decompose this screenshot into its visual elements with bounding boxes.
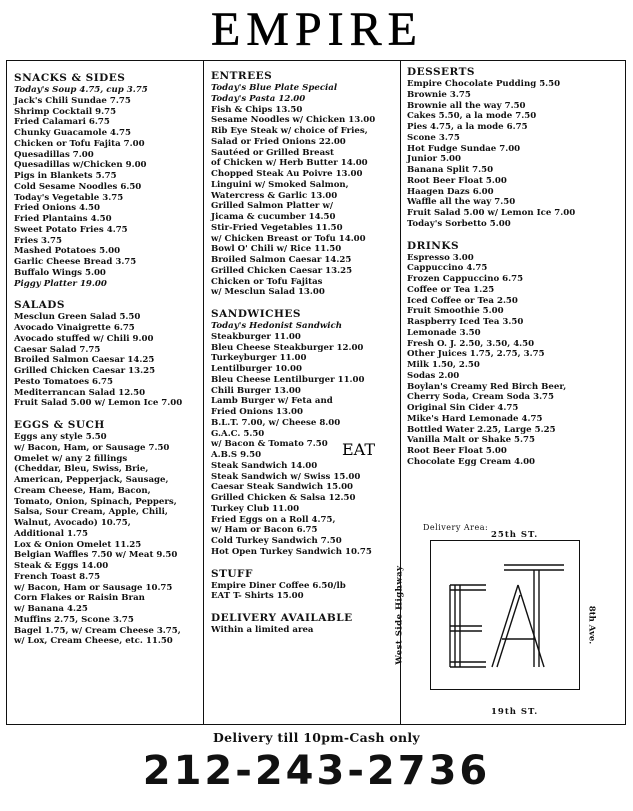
menu-item: Today's Hedonist Sandwich <box>211 321 342 331</box>
section-heading: SNACKS & SIDES <box>14 72 126 84</box>
menu-item: Raspberry Iced Tea 3.50 <box>407 317 524 327</box>
menu-item: Cakes 5.50, a la mode 7.50 <box>407 111 537 122</box>
menu-item: Today's Pasta 12.00 <box>211 93 306 104</box>
menu-item: Eggs any style 5.50 <box>14 432 107 442</box>
menu-item: Turkey Club 11.00 <box>211 503 300 514</box>
menu-item: Caesar Salad 7.75 <box>14 344 101 355</box>
menu-item: Shrimp Cocktail 9.75 <box>14 106 117 117</box>
menu-item: Within a limited area <box>211 625 314 635</box>
section-gap <box>14 409 200 419</box>
menu-item: Bleu Cheese Lentilburger 11.00 <box>211 374 365 385</box>
menu-item: Salad or Fried Onions 22.00 <box>211 136 346 147</box>
menu-item: (Cheddar, Bleu, Swiss, Brie, <box>14 464 149 475</box>
menu-item: Today's Vegetable 3.75 <box>14 192 124 203</box>
section-heading: SANDWICHES <box>211 308 301 320</box>
section-heading: DRINKS <box>407 239 460 252</box>
menu-item: Frozen Cappuccino 6.75 <box>407 274 524 284</box>
menu-item: Pies 4.75, a la mode 6.75 <box>407 122 528 132</box>
section-gap <box>211 602 397 612</box>
menu-item: Other Juices 1.75, 2.75, 3.75 <box>407 349 545 360</box>
menu-item: Tomato, Onion, Spinach, Peppers, <box>14 496 177 507</box>
menu-item: Linguini w/ Smoked Salmon, <box>211 179 349 190</box>
menu-item: Espresso 3.00 <box>407 252 474 263</box>
menu-item: Pesto Tomatoes 6.75 <box>14 376 113 387</box>
street-25th-label: 25th ST. <box>491 530 539 540</box>
west-side-highway-label: West Side Highway <box>394 565 405 665</box>
menu-item: Scone 3.75 <box>407 132 460 143</box>
menu-item: EAT T- Shirts 15.00 <box>211 591 304 602</box>
menu-item: B.L.T. 7.00, w/ Cheese 8.00 <box>211 417 341 428</box>
menu-item: Coffee or Tea 1.25 <box>407 284 495 295</box>
menu-item: Grilled Chicken Caesar 13.25 <box>211 265 353 276</box>
menu-item: Fried Plantains 4.50 <box>14 214 112 224</box>
menu-item: Caesar Steak Sandwich 15.00 <box>211 482 354 493</box>
menu-item: Junior 5.00 <box>407 154 462 165</box>
menu-item: Mashed Potatoes 5.00 <box>14 246 121 257</box>
menu-item: Fried Eggs on a Roll 4.75, <box>211 514 336 525</box>
menu-item: Lemonade 3.50 <box>407 327 481 338</box>
menu-item: Iced Coffee or Tea 2.50 <box>407 295 518 306</box>
menu-item: Haagen Dazs 6.00 <box>407 186 494 197</box>
menu-item: w/ Bacon, Ham or Sausage 10.75 <box>14 582 173 593</box>
menu-item: Banana Split 7.50 <box>407 165 494 175</box>
delivery-note: Delivery till 10pm-Cash only <box>213 730 420 745</box>
menu-item: Sweet Potato Fries 4.75 <box>14 224 128 235</box>
menu-item: w/ Chicken Breast or Tofu 14.00 <box>211 233 366 244</box>
menu-item: Grilled Chicken Caesar 13.25 <box>14 366 156 376</box>
menu-item: Grilled Chicken & Salsa 12.50 <box>211 493 356 503</box>
menu-item: Additional 1.75 <box>14 528 88 539</box>
street-19th-label: 19th ST. <box>491 707 539 717</box>
section-heading: ENTREES <box>211 70 273 82</box>
menu-item: Fruit Smoothie 5.00 <box>407 306 504 317</box>
menu-column-left <box>14 72 200 647</box>
menu-item: Fried Onions 13.00 <box>211 407 303 417</box>
menu-item: Jack's Chili Sundae 7.75 <box>14 95 131 106</box>
menu-item: Fruit Salad 5.00 w/ Lemon Ice 7.00 <box>407 208 576 218</box>
menu-item: Empire Diner Coffee 6.50/lb <box>211 580 346 591</box>
menu-item: Steakburger 11.00 <box>211 331 301 342</box>
menu-item: Avocado Vinaigrette 6.75 <box>14 323 135 333</box>
section-gap <box>211 558 397 568</box>
section-gap <box>407 230 622 240</box>
menu-item: Lentilburger 10.00 <box>211 364 302 374</box>
menu-item: Cream Cheese, Ham, Bacon, <box>14 485 151 496</box>
menu-item: Chili Burger 13.00 <box>211 385 301 396</box>
menu-item: Chicken or Tofu Fajita 7.00 <box>14 138 145 149</box>
menu-item: Chocolate Egg Cream 4.00 <box>407 456 536 467</box>
phone-number: 212-243-2736 <box>142 748 491 794</box>
delivery-area-label: Delivery Area: <box>423 523 489 532</box>
menu-item: Cherry Soda, Cream Soda 3.75 <box>407 392 555 403</box>
menu-item: Salsa, Sour Cream, Apple, Chili, <box>14 507 168 518</box>
menu-item: Original Sin Cider 4.75 <box>407 403 519 413</box>
menu-item: Brownie 3.75 <box>407 89 471 100</box>
menu-item: Watercress & Garlic 13.00 <box>211 190 338 201</box>
menu-item: Walnut, Avocado) 10.75, <box>14 518 131 528</box>
menu-item: Piggy Platter 19.00 <box>14 278 107 289</box>
menu-item: Hot Fudge Sundae 7.00 <box>407 143 521 154</box>
menu-item: American, Pepperjack, Sausage, <box>14 475 169 485</box>
menu-item: of Chicken w/ Herb Butter 14.00 <box>211 158 368 169</box>
menu-item: Today's Sorbetto 5.00 <box>407 218 511 229</box>
menu-item: A.B.S 9.50 <box>211 450 262 460</box>
menu-item: Quesadillas 7.00 <box>14 149 94 160</box>
menu-item: Lox & Onion Omelet 11.25 <box>14 539 142 550</box>
menu-item: Root Beer Float 5.00 <box>407 175 507 186</box>
menu-item: Empire Chocolate Pudding 5.50 <box>407 79 561 89</box>
menu-item: Cold Sesame Noodles 6.50 <box>14 181 142 192</box>
menu-item: w/ Mesclun Salad 13.00 <box>211 287 325 298</box>
menu-item: Garlic Cheese Bread 3.75 <box>14 257 137 267</box>
menu-item: Fresh O. J. 2.50, 3.50, 4.50 <box>407 338 535 349</box>
menu-item: Broiled Salmon Caesar 14.25 <box>211 255 352 265</box>
section-heading: DESSERTS <box>407 66 475 78</box>
menu-item: Sesame Noodles w/ Chicken 13.00 <box>211 115 376 126</box>
menu-item: Today's Soup 4.75, cup 3.75 <box>14 85 148 95</box>
menu-item: Mike's Hard Lemonade 4.75 <box>407 413 543 424</box>
menu-item: Bottled Water 2.25, Large 5.25 <box>407 424 556 435</box>
menu-item: G.A.C. 5.50 <box>211 428 265 439</box>
menu-item: Omelet w/ any 2 fillings <box>14 453 128 464</box>
menu-item: Fruit Salad 5.00 w/ Lemon Ice 7.00 <box>14 398 183 409</box>
menu-item: French Toast 8.75 <box>14 571 101 582</box>
section-heading: SALADS <box>14 299 65 312</box>
menu-item: Stir-Fried Vegetables 11.50 <box>211 222 343 233</box>
menu-item: Waffle all the way 7.50 <box>407 197 516 208</box>
menu-item: Pigs in Blankets 5.75 <box>14 171 117 181</box>
menu-item: Turkeyburger 11.00 <box>211 353 307 364</box>
menu-item: Cappuccino 4.75 <box>407 263 488 274</box>
menu-item: Steak Sandwich 14.00 <box>211 460 318 471</box>
empire-logo <box>183 3 451 56</box>
menu-item: Bowl O' Chili w/ Rice 11.50 <box>211 244 342 255</box>
menu-column-middle <box>211 70 397 636</box>
menu-item: Chicken or Tofu Fajitas <box>211 276 323 287</box>
menu-item: Steak & Eggs 14.00 <box>14 561 109 571</box>
section-heading: EGGS & SUCH <box>14 419 105 431</box>
menu-item: Brownie all the way 7.50 <box>407 100 526 111</box>
menu-item: Sodas 2.00 <box>407 370 460 381</box>
menu-item: Vanilla Malt or Shake 5.75 <box>407 435 535 446</box>
brand-name: EMPIRE <box>210 3 423 56</box>
menu-item: Grilled Salmon Platter w/ <box>211 201 333 212</box>
menu-item: Bagel 1.75, w/ Cream Cheese 3.75, <box>14 625 181 636</box>
menu-item: Fried Calamari 6.75 <box>14 117 110 128</box>
menu-item: Bleu Cheese Steakburger 12.00 <box>211 342 364 353</box>
menu-item: Milk 1.50, 2.50 <box>407 360 480 370</box>
menu-item: Quesadillas w/Chicken 9.00 <box>14 160 147 171</box>
menu-item: Corn Flakes or Raisin Bran <box>14 593 145 604</box>
section-gap <box>14 289 200 299</box>
menu-item: Belgian Waffles 7.50 w/ Meat 9.50 <box>14 550 178 561</box>
menu-item: Chopped Steak Au Poivre 13.00 <box>211 169 363 179</box>
menu-item: Root Beer Float 5.00 <box>407 446 507 456</box>
menu-item: Avocado stuffed w/ Chili 9.00 <box>14 333 154 344</box>
menu-item: w/ Ham or Bacon 6.75 <box>211 525 318 536</box>
menu-item: w/ Lox, Cream Cheese, etc. 11.50 <box>14 636 173 647</box>
menu-item: Mediterrancan Salad 12.50 <box>14 387 146 398</box>
menu-item: Rib Eye Steak w/ choice of Fries, <box>211 126 368 136</box>
menu-item: Steak Sandwich w/ Swiss 15.00 <box>211 471 361 482</box>
menu-item: Hot Open Turkey Sandwich 10.75 <box>211 546 372 557</box>
menu-item: Boylan's Creamy Red Birch Beer, <box>407 381 567 392</box>
menu-item: Buffalo Wings 5.00 <box>14 267 106 278</box>
menu-column-right <box>407 66 622 468</box>
menu-item: Cold Turkey Sandwich 7.50 <box>211 536 342 546</box>
menu-item: w/ Bacon & Tomato 7.50 <box>211 439 328 450</box>
column-divider-left <box>203 60 204 725</box>
section-heading: STUFF <box>211 567 253 580</box>
menu-item: Sautéed or Grilled Breast <box>211 147 334 158</box>
menu-item: w/ Bacon, Ham, or Sausage 7.50 <box>14 442 170 453</box>
menu-item: Lamb Burger w/ Feta and <box>211 396 333 407</box>
menu-item: w/ Banana 4.25 <box>14 604 88 614</box>
eat-logo-text: EAT <box>342 440 376 459</box>
section-gap <box>211 298 397 308</box>
menu-item: Mesclun Green Salad 5.50 <box>14 312 141 323</box>
menu-item: Fries 3.75 <box>14 235 62 246</box>
menu-item: Fish & Chips 13.50 <box>211 104 303 115</box>
menu-item: Jicama & cucumber 14.50 <box>211 212 336 222</box>
menu-item: Muffins 2.75, Scone 3.75 <box>14 614 134 625</box>
menu-item: Broiled Salmon Caesar 14.25 <box>14 355 155 366</box>
eighth-ave-label: 8th Ave. <box>586 605 597 645</box>
menu-item: Today's Blue Plate Special <box>211 83 338 93</box>
section-heading: DELIVERY AVAILABLE <box>211 612 353 624</box>
menu-item: Chunky Guacamole 4.75 <box>14 128 131 138</box>
menu-item: Fried Onions 4.50 <box>14 203 100 214</box>
